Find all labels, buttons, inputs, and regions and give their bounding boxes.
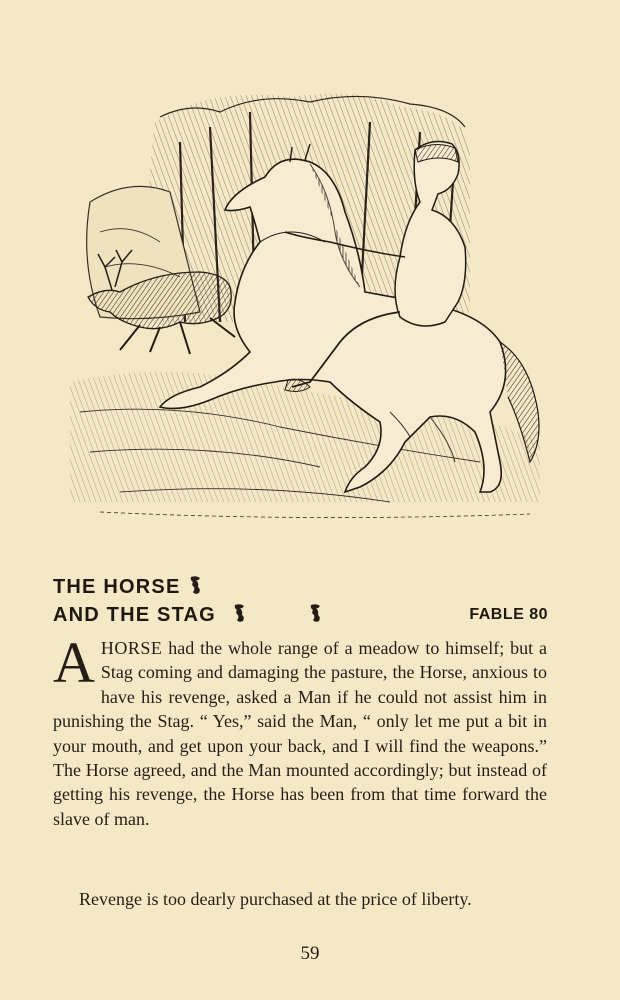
fable-moral: Revenge is too dearly purchased at the price of liberty.: [79, 889, 472, 909]
leaf-ornament-icon: [307, 602, 325, 624]
leaf-ornament-icon: [231, 602, 249, 624]
leaf-ornament-icon: [187, 574, 205, 596]
fable-illustration: [60, 82, 560, 522]
fable-title-line1: [53, 574, 553, 599]
drop-cap: A: [53, 630, 95, 695]
title-line2-text: AND THE STAG: [53, 604, 216, 626]
page-number: 59: [300, 943, 320, 964]
title-line1-text: THE HORSE: [53, 576, 181, 598]
story-text: had the whole range of a meadow to himself; but a Stag coming and damaging the pasture, the Horse, anxious to have his revenge, asked a Man if he could not assist him in punishing the Stag. “ Yes,” said the Man, “ only let me put a bit in your mouth, and get upon your back, and I will find the weapons.” The Horse agreed, and the Man mounted accordingly; but instead of getting his revenge, the Horse has been from that time forward the slave of man.: [53, 638, 547, 829]
fable-number: FABLE 80: [469, 606, 548, 623]
story-opening-word: HORSE: [100, 638, 163, 658]
fable-story: [53, 630, 547, 831]
